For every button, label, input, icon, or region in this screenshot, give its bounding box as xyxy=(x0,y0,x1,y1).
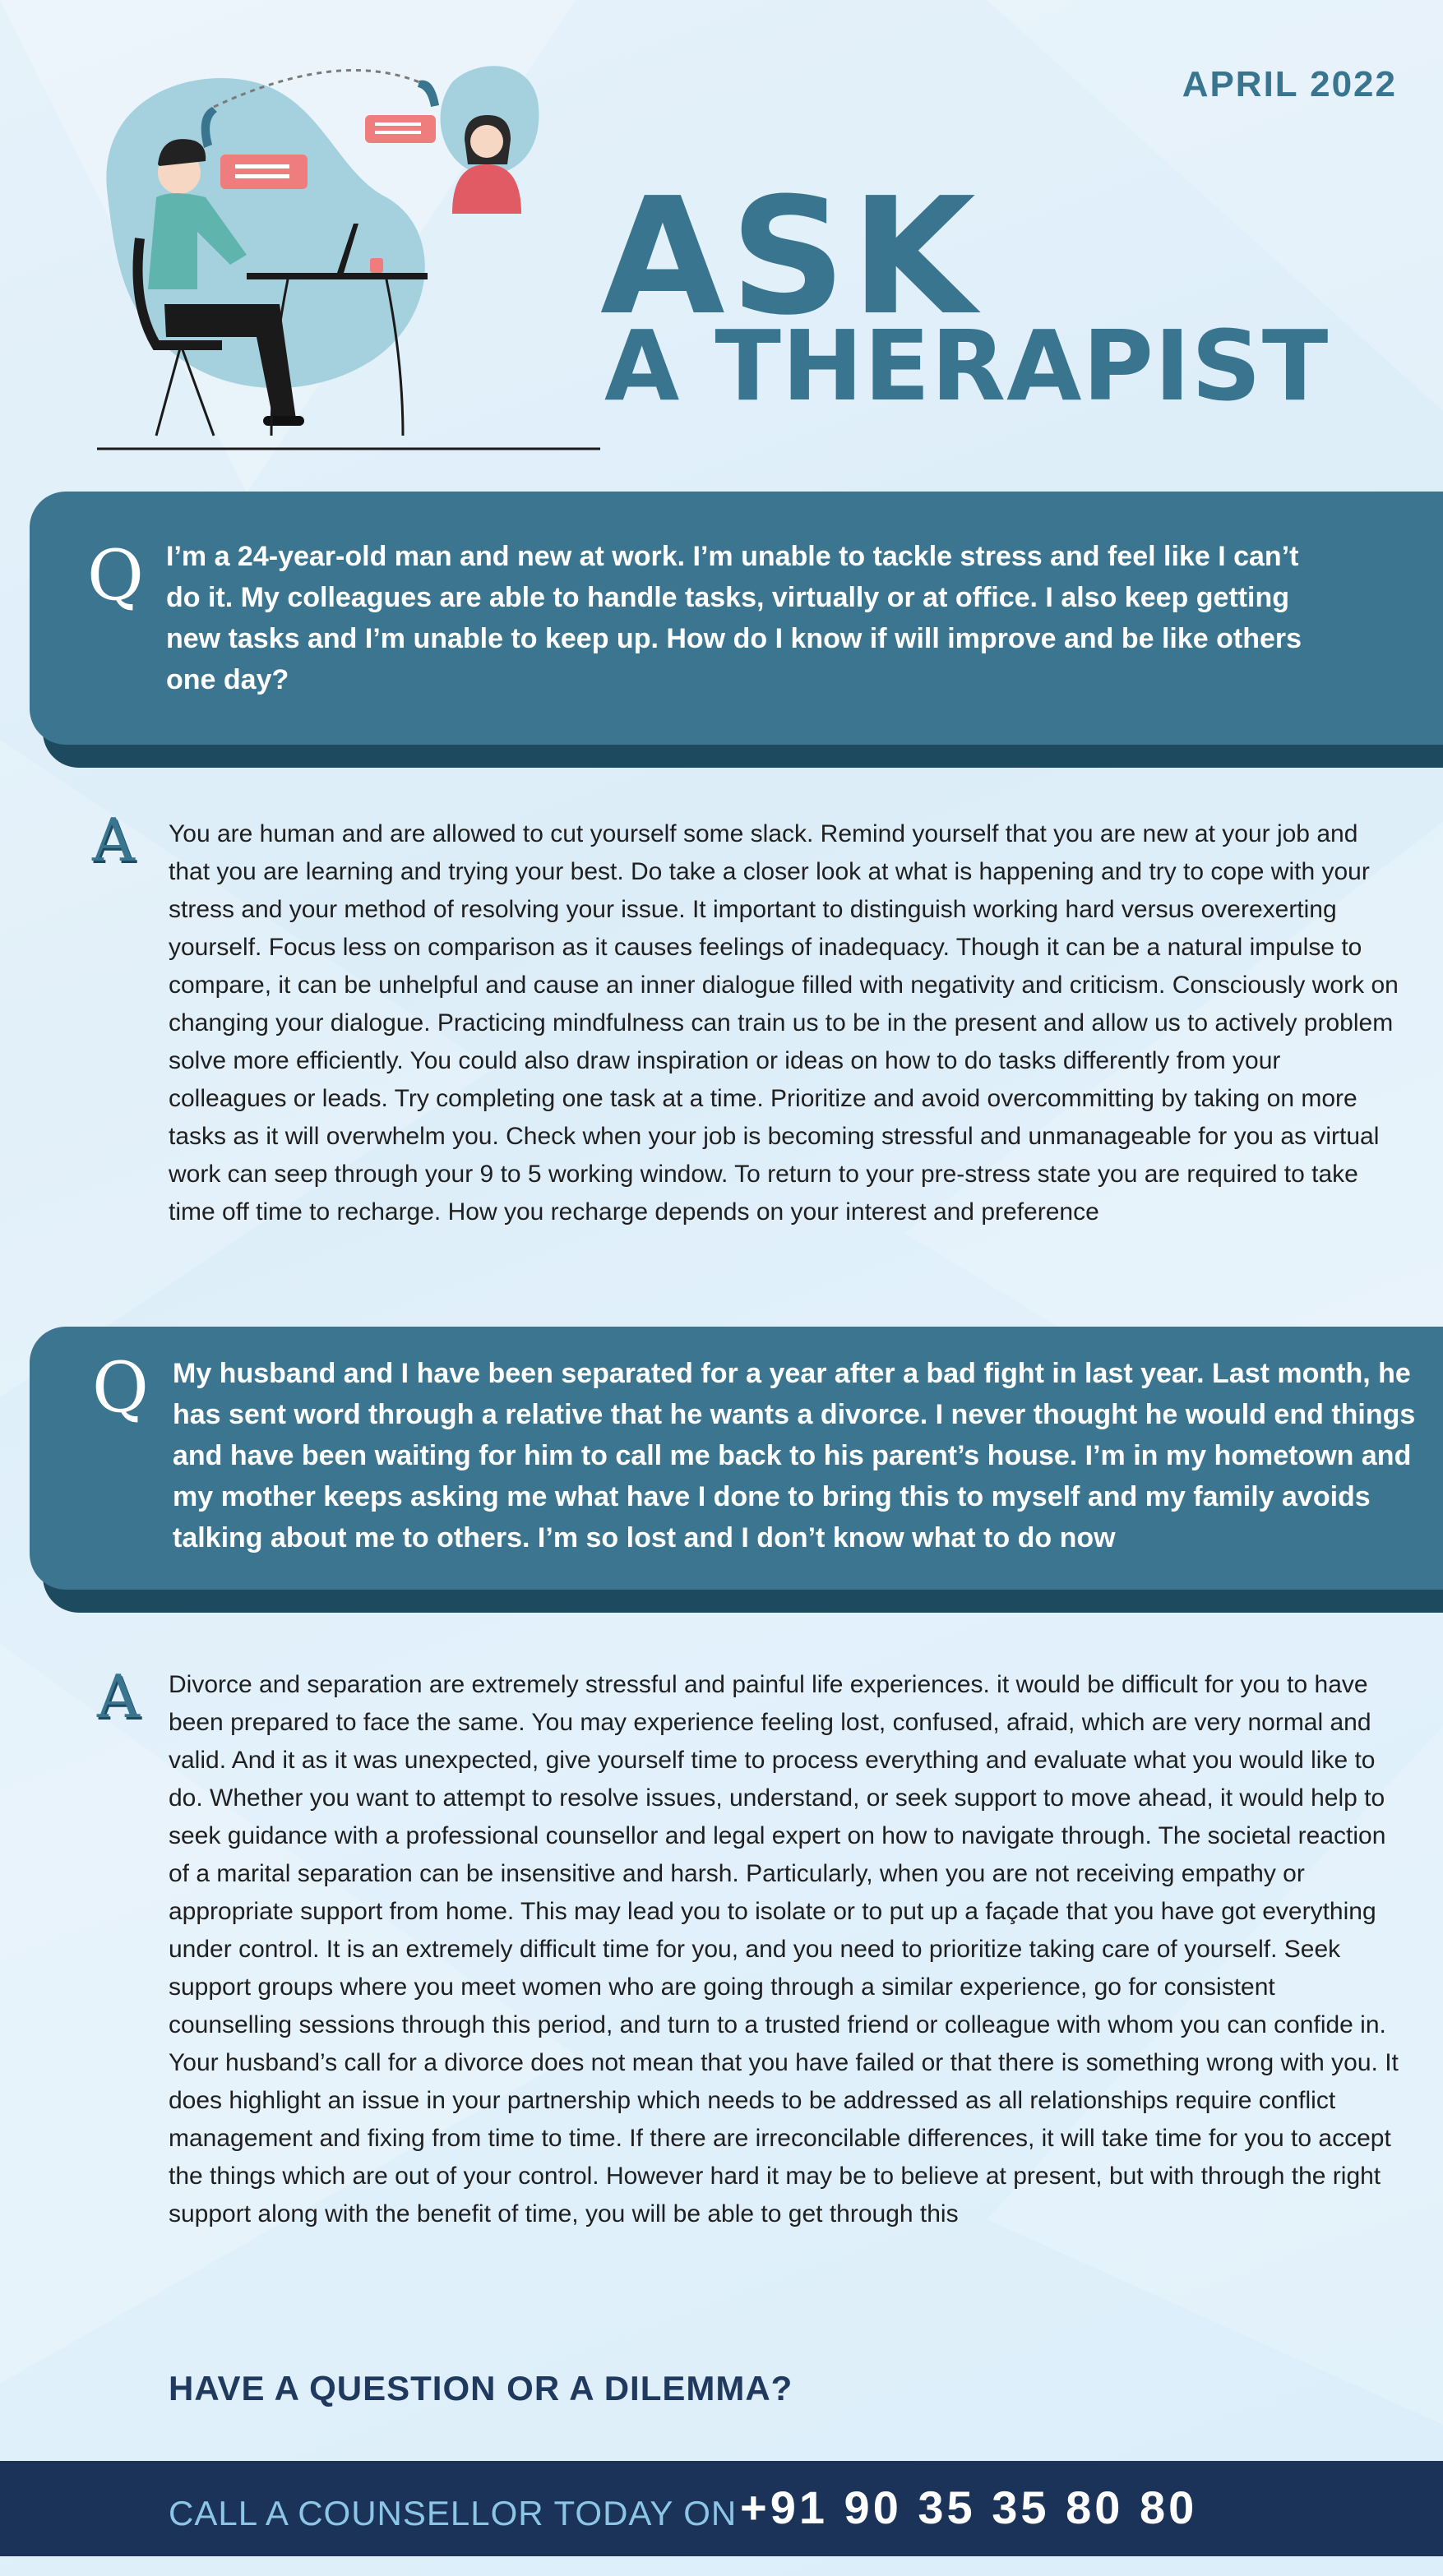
question-box-2 xyxy=(30,1327,1443,1590)
footer-bar xyxy=(0,2461,1443,2556)
question-text: I’m a 24-year-old man and new at work. I’m unable to tackle stress and feel like I can’t do it. My colleagues are able to handle tasks, virtually or at office. I also keep getting new tasks and I’m unable to keep up. How do I know if will improve and be like others one day? xyxy=(166,541,1302,695)
title-ask: ASK xyxy=(600,164,981,351)
phone-handset-icon-right xyxy=(418,81,439,107)
speech-bubble-right xyxy=(365,115,436,143)
phone-number[interactable]: +91 90 35 35 80 80 xyxy=(740,2481,1198,2533)
answer-text: You are human and are allowed to cut yourself some slack. Remind yourself that you are new at your job and that you are learning and trying your best. Do take a closer look at what is happening and try to cope with your stress and your method of resolving your issue. It important to distinguish working hard versus overexerting yourself. Focus less on comparison as it causes feelings of inadequacy. Though it can be a natural impulse to compare, it can be unhelpful and cause an inner dialogue filled with negativity and criticism. Consciously work on changing your dialogue. Practicing mindfulness can train us to be in the present and allow us to actively problem solve more efficiently. You could also draw inspiration or ideas on how to do tasks differently from your colleagues or leads. Try completing one task at a time. Prioritize and avoid overcommitting by taking on more tasks as it will overwhelm you. Check when your job is becoming stressful and unmanageable for you as virtual work can seep through your 9 to 5 working window. To return to your pre-stress state you are required to take time off time to recharge. How you recharge depends on your interest and preference xyxy=(169,820,1399,1226)
therapist-call-illustration xyxy=(90,49,600,460)
issue-date: APRIL 2022 xyxy=(1182,64,1397,104)
speech-bubble-left xyxy=(220,155,308,189)
title-a-therapist: A THERAPIST xyxy=(604,309,1330,422)
a-marker: A xyxy=(97,1662,140,1731)
question-text: My husband and I have been separated for a year after a bad fight in last year. Last month, he has sent word through a relative that he wants a divorce. I never thought he would end things and have been waiting for him to call me back to his parent’s house. I’m in my hometown and my mother keeps asking me what have I done to bring this to myself and my family avoids talking about me to others. I’m so lost and I don’t know what to do now xyxy=(173,1358,1416,1553)
answer-text: Divorce and separation are extremely stressful and painful life experiences. it would be difficult for you to have been prepared to face the same. You may experience feeling lost, confused, afraid, which are very normal and valid. And it as it was unexpected, give yourself time to process everything and evaluate what you would like to do. Whether you want to attempt to resolve issues, understand, or seek support to move ahead, it would help to seek guidance with a professional counsellor and legal expert on how to navigate through. The societal reaction of a marital separation can be insensitive and harsh. Particularly, when you are not receiving empathy or appropriate support from home. This may lead you to isolate or to put up a façade that you have got everything under control. It is an extremely difficult time for you, and you need to prioritize taking care of yourself. Seek support groups where you meet women who are going through a similar experience, go for consistent counselling sessions through this period, and turn to a trusted friend or colleague with whom you can confide in. Your husband’s call for a divorce does not mean that you have failed or that there is something wrong with you. It does highlight an issue in your partnership which needs to be addressed as all relationships require conflict management and fixing from time to time. If there are irreconcilable differences, it will take time for you to accept the things which are out of your control. However hard it may be to believe at present, but with through the right support along with the benefit of time, you will be able to get through this xyxy=(169,1671,1399,2227)
cup-icon xyxy=(370,258,383,273)
q-marker: Q xyxy=(87,535,144,616)
a-marker: A xyxy=(92,806,135,875)
q-marker: Q xyxy=(92,1347,149,1428)
cta-heading: HAVE A QUESTION OR A DILEMMA? xyxy=(169,2369,793,2407)
call-label: CALL A COUNSELLOR TODAY ON xyxy=(169,2494,738,2532)
question-box-1 xyxy=(30,492,1443,745)
